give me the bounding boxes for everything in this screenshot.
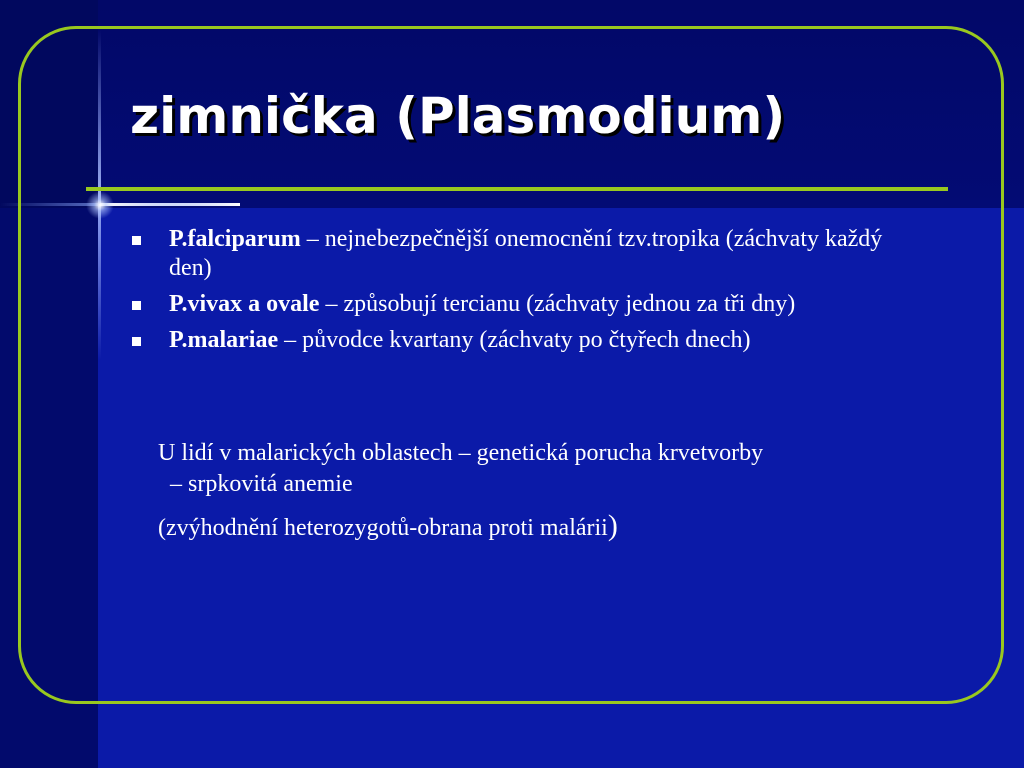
bullet-list [130, 225, 930, 362]
note-line-2: – srpkovitá anemie [170, 471, 353, 497]
bullet-term: P.vivax a ovale [169, 291, 320, 317]
square-bullet-icon [132, 236, 141, 245]
title-underline [86, 187, 948, 191]
bullet-text: – nejnebezpečnější onemocnění tzv.tropika (záchvaty každý den) [169, 226, 883, 281]
sickle-cell-note [158, 438, 958, 500]
square-bullet-icon [132, 301, 141, 310]
bullet-term: P.falciparum [169, 226, 301, 252]
heterozygote-note [158, 510, 958, 544]
bullet-term: P.malariae [169, 327, 279, 353]
bullet-text: – způsobují tercianu (záchvaty jednou za tři dny) [319, 291, 796, 317]
bullet-item [130, 290, 930, 319]
note-2-closing-paren: ) [607, 509, 618, 542]
bullet-text: – původce kvartany (záchvaty po čtyřech dnech) [278, 327, 751, 353]
square-bullet-icon [132, 337, 141, 346]
note-line-1: U lidí v malarických oblastech – genetická porucha krvetvorby [158, 440, 764, 466]
note-2-text: (zvýhodnění heterozygotů-obrana proti malárii [158, 515, 608, 541]
slide-title: zimnička (Plasmodium) [130, 87, 786, 145]
bullet-item [130, 225, 930, 283]
bullet-item [130, 326, 930, 355]
